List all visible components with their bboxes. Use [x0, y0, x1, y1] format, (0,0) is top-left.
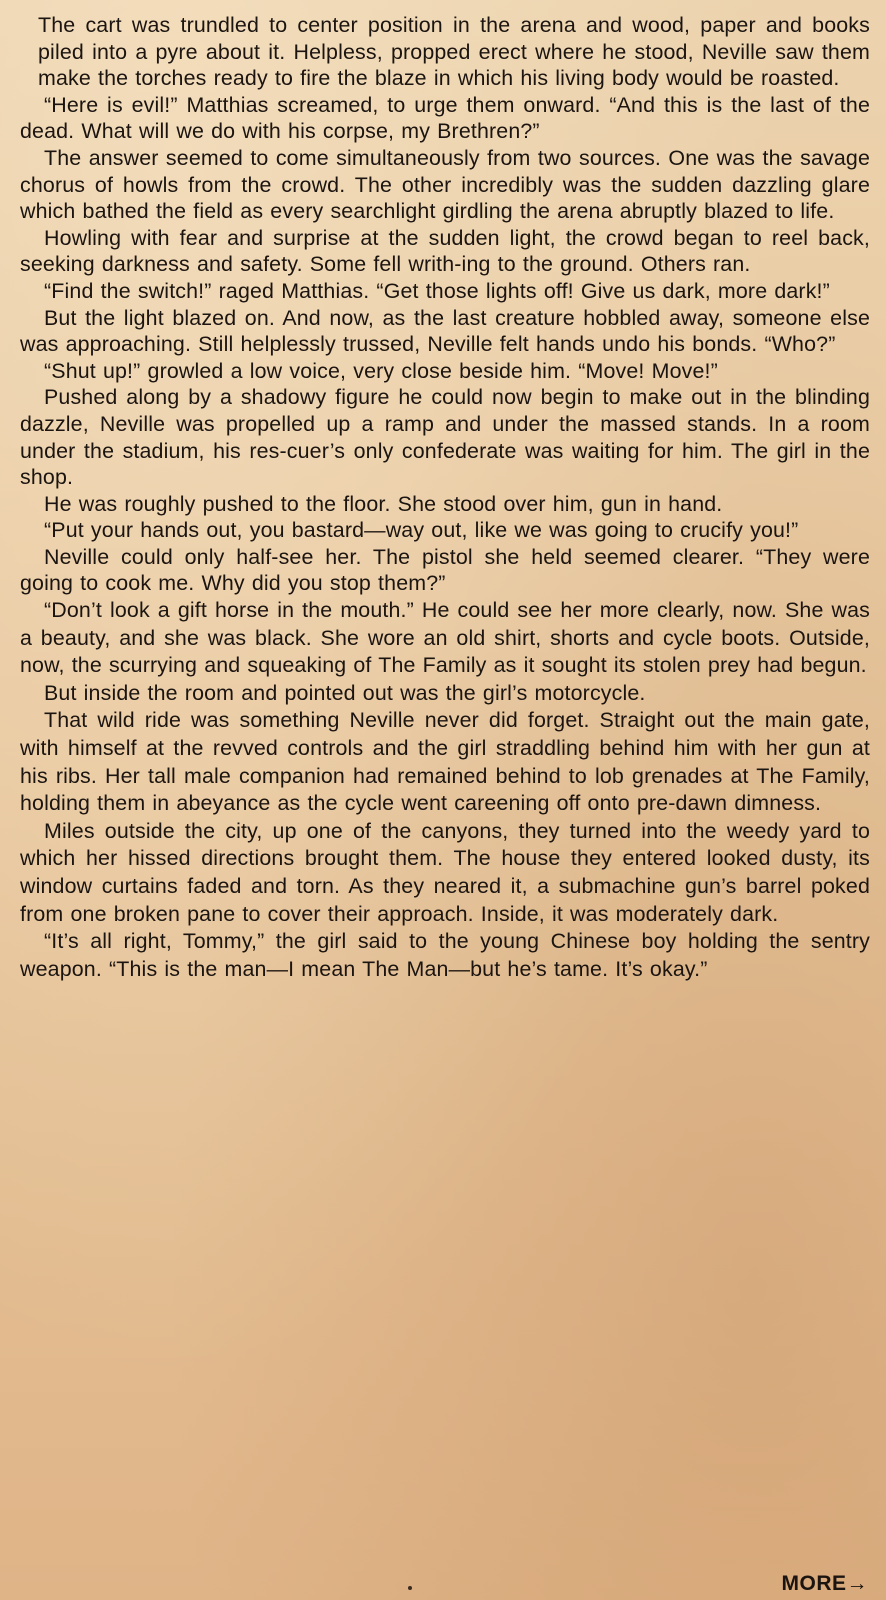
more-link[interactable]: MORE→ [781, 1572, 868, 1595]
paragraph: “Put your hands out, you bastard—way out, like we was going to crucify you!” [44, 518, 799, 543]
article-body [20, 12, 870, 983]
paragraph: “Don’t look a gift horse in the mouth.” He could see her more clearly, now. She was a beauty, and she was black. She wore an old shirt, shorts and cycle boots. Outside, now, the scurrying and squeaking of The Family as it sought its stolen prey had begun. [20, 598, 870, 678]
paragraph: “It’s all right, Tommy,” the girl said to the young Chinese boy holding the sentry weapon. “This is the man—I mean The Man—but he’s tame. It’s okay.” [20, 929, 870, 981]
paragraph: The answer seemed to come simultaneously from two sources. One was the savage chorus of howls from the crowd. The other incredibly was the sudden dazzling glare which bathed the field as every searchlight girdling the arena abruptly blazed to life. [20, 145, 870, 224]
paragraph: Miles outside the city, up one of the canyons, they turned into the weedy yard to which her hissed directions brought them. The house they entered looked dusty, its window curtains faded and torn. As they neared it, a submachine gun’s barrel poked from one broken pane to cover their approach. Inside, it was moderately dark. [20, 818, 870, 926]
paragraph: Neville could only half-see her. The pistol she held seemed clearer. “They were going to cook me. Why did you stop them?” [20, 544, 870, 596]
paragraph: That wild ride was something Neville never did forget. Straight out the main gate, with himself at the revved controls and the girl straddling behind him with her gun at his ribs. Her tall male companion had remained behind to lob grenades at The Family, holding them in abeyance as the cycle went careening off onto pre-dawn dimness. [20, 708, 870, 816]
paragraph: But inside the room and pointed out was the girl’s motorcycle. [44, 680, 646, 705]
paragraph: “Here is evil!” Matthias screamed, to urge them onward. “And this is the last of the dead. What will we do with his corpse, my Brethren?” [20, 92, 870, 144]
paragraph: The cart was trundled to center position in the arena and wood, paper and books piled into a pyre about it. Helpless, propped erect where he stood, Neville saw them make the torches ready to fire the blaze in which his living body would be roasted. [38, 13, 870, 91]
paragraph: “Find the switch!” raged Matthias. “Get those lights off! Give us dark, more dark!” [44, 278, 830, 303]
paragraph: He was roughly pushed to the floor. She stood over him, gun in hand. [44, 491, 723, 516]
ink-speck [408, 1586, 412, 1590]
paragraph: Pushed along by a shadowy figure he could now begin to make out in the blinding dazzle, Neville was propelled up a ramp and under the massed stands. In a room under the stadium, his res-cuer’s only confederate was waiting for him. The girl in the shop. [20, 385, 870, 490]
paragraph: Howling with fear and surprise at the sudden light, the crowd began to reel back, seeking darkness and safety. Some fell writh-ing to the ground. Others ran. [20, 225, 870, 277]
paragraph: “Shut up!” growled a low voice, very close beside him. “Move! Move!” [44, 358, 718, 383]
paragraph: But the light blazed on. And now, as the last creature hobbled away, someone else was approaching. Still helplessly trussed, Neville felt hands undo his bonds. “Who?” [20, 305, 870, 357]
